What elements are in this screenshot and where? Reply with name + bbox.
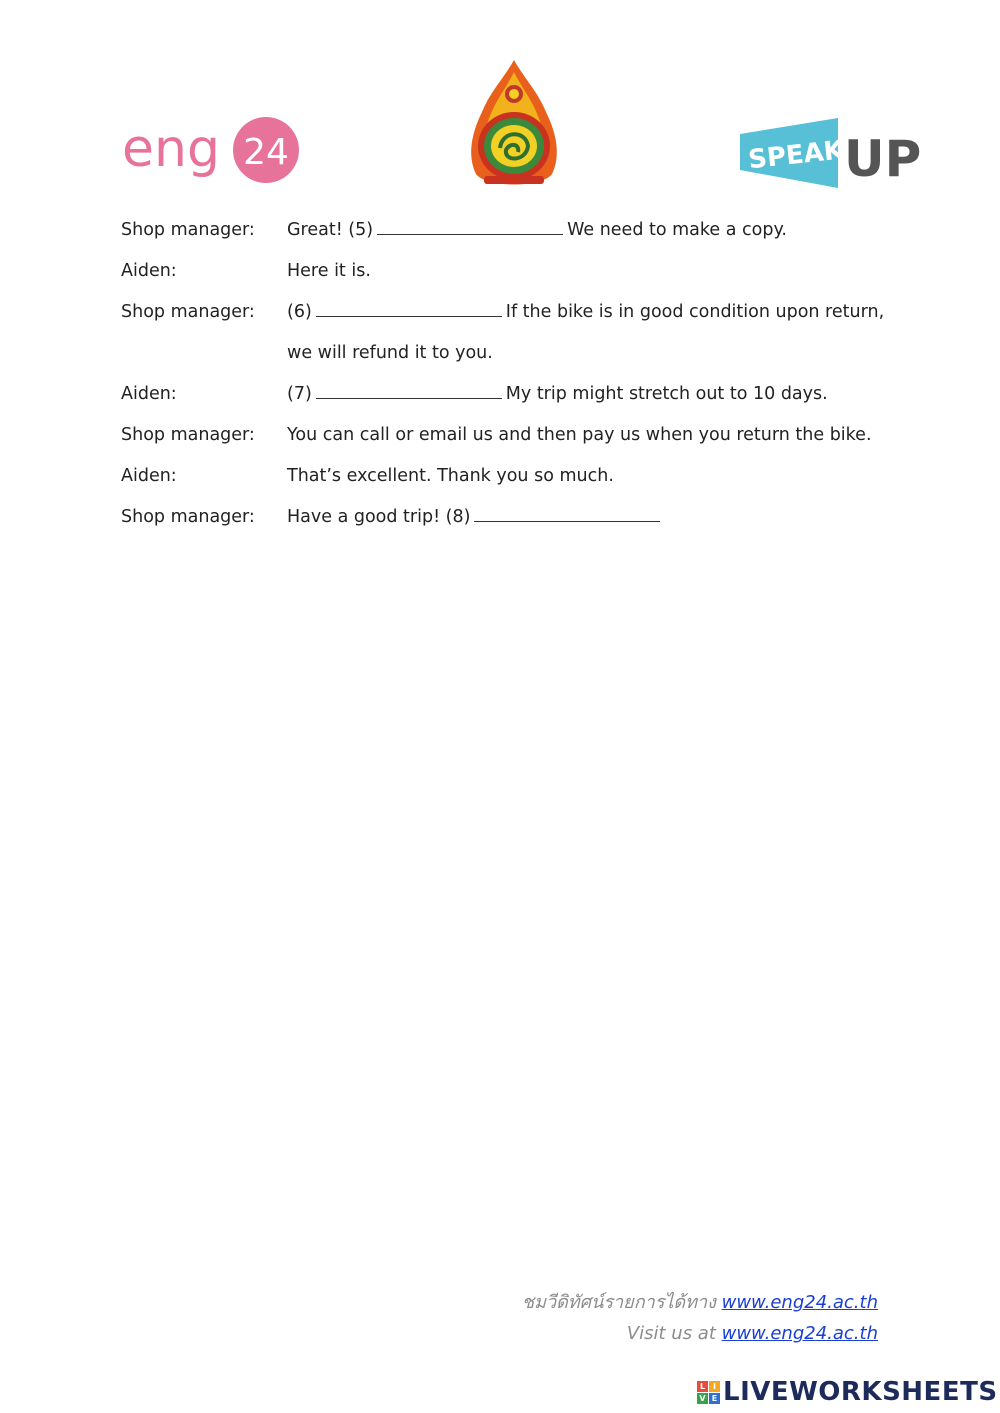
speech-part: Here it is. (287, 261, 371, 281)
speech-text (287, 456, 614, 497)
footer-visit-line (627, 1323, 878, 1344)
dialogue-line (121, 210, 901, 251)
speech-text (287, 292, 884, 333)
speaker-label: Shop manager: (121, 302, 255, 322)
speech-part: (6) (287, 302, 312, 322)
footer-link[interactable]: www.eng24.ac.th (721, 1323, 878, 1344)
liveworksheets-logo (697, 1375, 998, 1409)
speaker-label: Shop manager: (121, 425, 255, 445)
speech-part: We need to make a copy. (567, 220, 787, 240)
dialogue-line (121, 251, 901, 292)
speaker-label: Aiden: (121, 261, 177, 281)
speaker-label: Shop manager: (121, 220, 255, 240)
dialogue-line (121, 497, 901, 538)
speech-text (287, 333, 493, 374)
eng24-logo-number: 24 (243, 132, 289, 173)
speakup-speak-text: SPEAK (746, 135, 846, 176)
speech-part: My trip might stretch out to 10 days. (505, 384, 828, 404)
answer-blank[interactable] (474, 520, 660, 522)
speech-part: (7) (287, 384, 312, 404)
liveworksheets-icon-cell: L (697, 1381, 708, 1392)
speech-part: You can call or email us and then pay us when you return the bike. (287, 425, 872, 445)
speech-text (287, 251, 371, 292)
answer-blank[interactable] (316, 397, 502, 399)
dialogue-line (121, 456, 901, 497)
speech-text (287, 374, 828, 415)
speech-part: Have a good trip! (8) (287, 507, 471, 527)
speaker-label: Aiden: (121, 466, 177, 486)
footer-link[interactable]: www.eng24.ac.th (721, 1292, 878, 1313)
speech-part: Great! (5) (287, 220, 374, 240)
speech-part: we will refund it to you. (287, 343, 493, 363)
speech-text (287, 497, 664, 538)
eng24-logo (122, 116, 302, 190)
dialogue-line (121, 374, 901, 415)
speech-text (287, 415, 872, 456)
footer-thai-line (522, 1287, 878, 1316)
liveworksheets-brand-text: LIVEWORKSHEETS (723, 1377, 998, 1407)
liveworksheets-icon-cell: V (697, 1393, 708, 1404)
speaker-label: Aiden: (121, 384, 177, 404)
dialogue-line (121, 333, 901, 374)
speakup-up-text: UP (844, 130, 922, 188)
eng24-logo-text: eng (122, 119, 220, 179)
speech-part: If the bike is in good condition upon return, (505, 302, 885, 322)
liveworksheets-icon-cell: I (709, 1381, 720, 1392)
dialogue-line (121, 415, 901, 456)
dialogue-line (121, 292, 901, 333)
answer-blank[interactable] (377, 233, 563, 235)
liveworksheets-icon (697, 1381, 720, 1404)
footer-thai-text: ชมวีดิทัศน์รายการได้ทาง (521, 1292, 722, 1313)
speech-part: That’s excellent. Thank you so much. (287, 466, 614, 486)
speakup-logo (740, 118, 922, 188)
ministry-emblem (466, 58, 562, 190)
liveworksheets-icon-cell: E (709, 1393, 720, 1404)
speech-text (287, 210, 787, 251)
speaker-label: Shop manager: (121, 507, 255, 527)
footer-visit-text: Visit us at (626, 1323, 722, 1344)
answer-blank[interactable] (316, 315, 502, 317)
dialogue (121, 210, 901, 538)
